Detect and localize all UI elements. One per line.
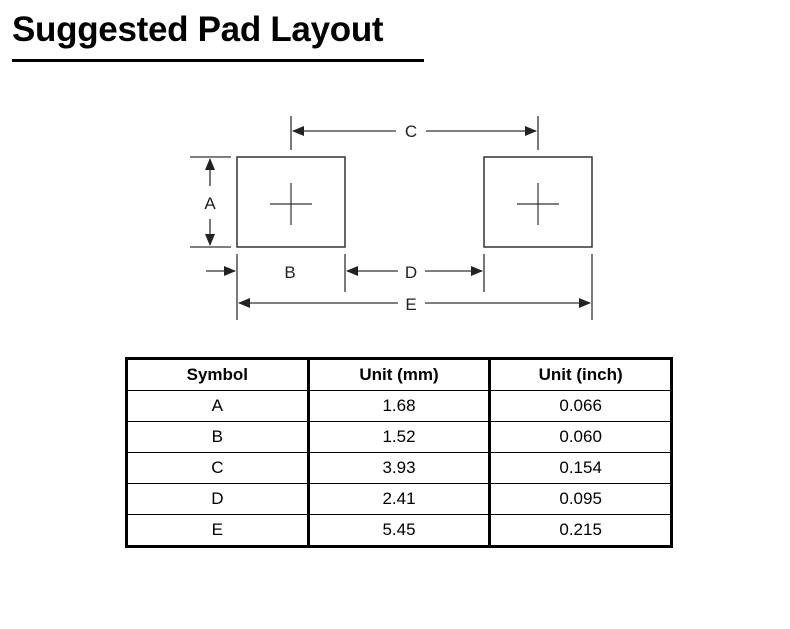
dim-label-e: E (405, 295, 417, 314)
header-symbol: Symbol (127, 359, 309, 391)
table-row (127, 484, 672, 515)
dim-label-b: B (284, 263, 296, 282)
table-row (127, 515, 672, 547)
cell-symbol: B (127, 422, 309, 453)
cell-symbol: E (127, 515, 309, 547)
dim-label-d: D (404, 263, 418, 282)
dim-label-a: A (204, 194, 216, 213)
cell-mm: 3.93 (308, 453, 490, 484)
header-unit-mm: Unit (mm) (308, 359, 490, 391)
left-pad-center-mark (270, 183, 312, 225)
right-pad-center-mark (517, 183, 559, 225)
dimensions-table (125, 357, 673, 548)
page-title: Suggested Pad Layout (12, 10, 384, 49)
cell-mm: 1.68 (308, 391, 490, 422)
cell-inch: 0.060 (490, 422, 672, 453)
cell-mm: 1.52 (308, 422, 490, 453)
cell-symbol: A (127, 391, 309, 422)
table-row (127, 453, 672, 484)
table-row (127, 391, 672, 422)
cell-symbol: D (127, 484, 309, 515)
cell-symbol: C (127, 453, 309, 484)
cell-inch: 0.215 (490, 515, 672, 547)
table-header-row (127, 359, 672, 391)
table-row (127, 422, 672, 453)
dim-label-c: C (404, 122, 418, 141)
cell-inch: 0.066 (490, 391, 672, 422)
cell-inch: 0.154 (490, 453, 672, 484)
cell-mm: 5.45 (308, 515, 490, 547)
cell-inch: 0.095 (490, 484, 672, 515)
cell-mm: 2.41 (308, 484, 490, 515)
header-unit-inch: Unit (inch) (490, 359, 672, 391)
